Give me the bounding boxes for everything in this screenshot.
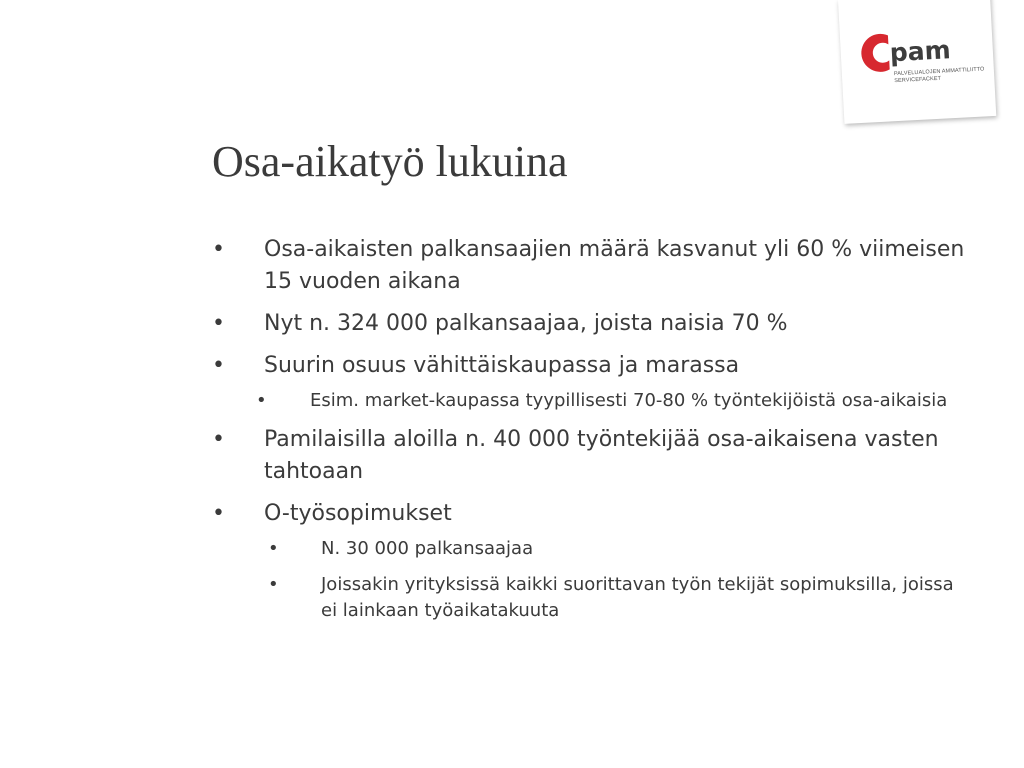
sub-bullet-marker: • [268,574,279,595]
slide-title: Osa-aikatyö lukuina [212,137,568,186]
bullet-text: O-työsopimukset [264,501,452,526]
bullet-marker: • [212,311,225,336]
logo-wordmark: pam [889,35,952,68]
pam-logo-card [838,0,996,124]
bullet-marker: • [212,501,225,526]
sub-bullet-marker: • [268,538,279,559]
sub-bullet-text: Joissakin yrityksissä kaikki suorittavan työn tekijät sopimuksilla, joissa ei lainkaan työaikatakuuta [321,574,954,621]
bullet-text: Nyt n. 324 000 palkansaajaa, joista naisia 70 % [264,311,788,336]
bullet-item [212,234,972,298]
sub-bullet-item [212,572,972,624]
logo-subtitle-line-2: SERVICEFACKET [894,75,942,84]
bullet-item [212,498,972,530]
bullet-text: Pamilaisilla aloilla n. 40 000 työntekijää osa-aikaisena vasten tahtoaan [264,427,939,484]
bullet-marker: • [212,353,225,378]
sub-bullet-item [212,388,972,414]
bullet-item [212,350,972,382]
sub-bullet-marker: • [256,390,267,411]
sub-bullet-text: Esim. market-kaupassa tyypillisesti 70-80 % työntekijöistä osa-aikaisia [310,390,948,411]
bullet-item [212,424,972,488]
bullet-text: Suurin osuus vähittäiskaupassa ja marassa [264,353,740,378]
sub-bullet-text: N. 30 000 palkansaajaa [321,538,534,559]
logo-subtitle-line-1: PALVELUALOJEN AMMATTILIITTO [893,66,985,78]
bullet-item [212,308,972,340]
bullet-marker: • [212,237,225,262]
sub-bullet-item [212,536,972,562]
bullet-marker: • [212,427,225,452]
bullet-text: Osa-aikaisten palkansaajien määrä kasvanut yli 60 % viimeisen 15 vuoden aikana [264,237,965,294]
logo-red-arc [860,33,889,72]
bullet-list [212,234,972,634]
